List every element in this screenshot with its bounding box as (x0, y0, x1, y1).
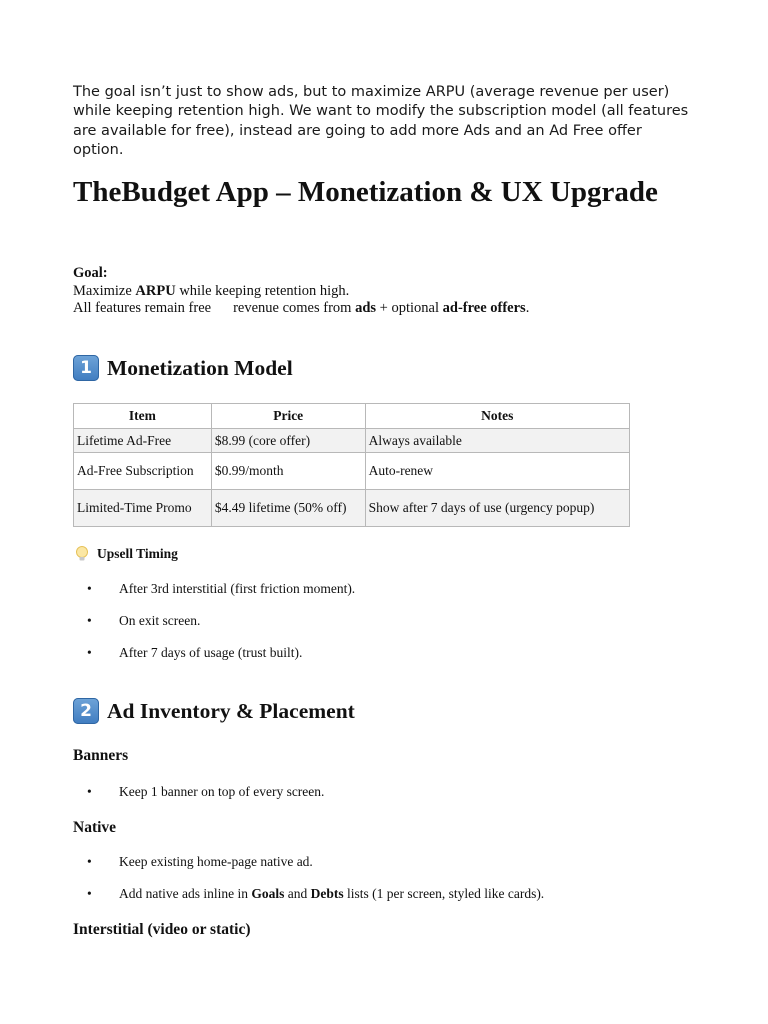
page-title: TheBudget App – Monetization & UX Upgrade (73, 176, 658, 208)
list-item: • After 7 days of usage (trust built). (73, 645, 355, 677)
banners-list (73, 784, 324, 816)
goal-bold-adfree: ad-free offers (442, 300, 526, 316)
table-cell: Always available (365, 429, 629, 453)
list-item: • Keep existing home-page native ad. (73, 854, 544, 886)
section-heading-monetization (73, 354, 293, 382)
keycap-number-icon: 1 (73, 355, 99, 381)
goal-text: . (525, 300, 530, 316)
lightbulb-icon (73, 545, 91, 563)
list-text: lists (1 per screen, styled like cards). (343, 886, 545, 901)
goal-bold-arpu: ARPU (135, 282, 176, 299)
section-title: Monetization Model (107, 356, 293, 380)
goal-line-1 (73, 283, 693, 301)
column-header: Price (211, 404, 365, 429)
column-header: Item (74, 404, 212, 429)
subheading-banners: Banners (73, 747, 129, 764)
table-cell: $4.49 lifetime (50% off) (211, 490, 365, 527)
table-header-row (74, 404, 630, 429)
goal-text: All features remain free (73, 300, 212, 316)
upsell-title: Upsell Timing (97, 546, 178, 561)
goal-bold-ads: ads (355, 300, 377, 316)
list-item: • On exit screen. (73, 613, 355, 645)
list-item (73, 886, 544, 918)
list-text: Add native ads inline in (119, 886, 252, 901)
goal-text: Maximize (73, 282, 136, 299)
goal-text: + optional (376, 300, 443, 316)
table-row (74, 429, 630, 453)
table-cell: Lifetime Ad-Free (74, 429, 212, 453)
section-title: Ad Inventory & Placement (107, 699, 355, 723)
table-cell: Show after 7 days of use (urgency popup) (365, 490, 629, 527)
goal-text: while keeping retention high. (175, 282, 350, 299)
list-item: • Keep 1 banner on top of every screen. (73, 784, 324, 816)
list-bold-debts: Debts (310, 886, 344, 901)
keycap-number-icon: 2 (73, 698, 99, 724)
table-cell: Auto-renew (365, 453, 629, 490)
table-cell: Limited-Time Promo (74, 490, 212, 527)
subheading-native: Native (73, 819, 117, 836)
table-cell: Ad-Free Subscription (74, 453, 212, 490)
list-bold-goals: Goals (251, 886, 285, 901)
section-heading-ad-inventory (73, 697, 355, 725)
table-row (74, 453, 630, 490)
goal-text: revenue comes from (233, 300, 356, 316)
goal-block (73, 265, 693, 318)
goal-label: Goal: (73, 265, 108, 281)
upsell-list (73, 581, 355, 677)
list-text: and (284, 886, 311, 901)
subheading-interstitial: Interstitial (video or static) (73, 921, 251, 938)
monetization-table (73, 403, 630, 527)
goal-line-2 (73, 300, 693, 318)
upsell-heading (73, 545, 178, 563)
table-cell: $8.99 (core offer) (211, 429, 365, 453)
table-cell: $0.99/month (211, 453, 365, 490)
column-header: Notes (365, 404, 629, 429)
list-item: • After 3rd interstitial (first friction moment). (73, 581, 355, 613)
intro-paragraph: The goal isn’t just to show ads, but to maximize ARPU (average revenue per user) while keeping retention high. We want to modify the subscription model (all features are available for free), instead are going to add more Ads and an Ad Free offer option. (73, 83, 689, 158)
native-list (73, 854, 544, 918)
table-row (74, 490, 630, 527)
